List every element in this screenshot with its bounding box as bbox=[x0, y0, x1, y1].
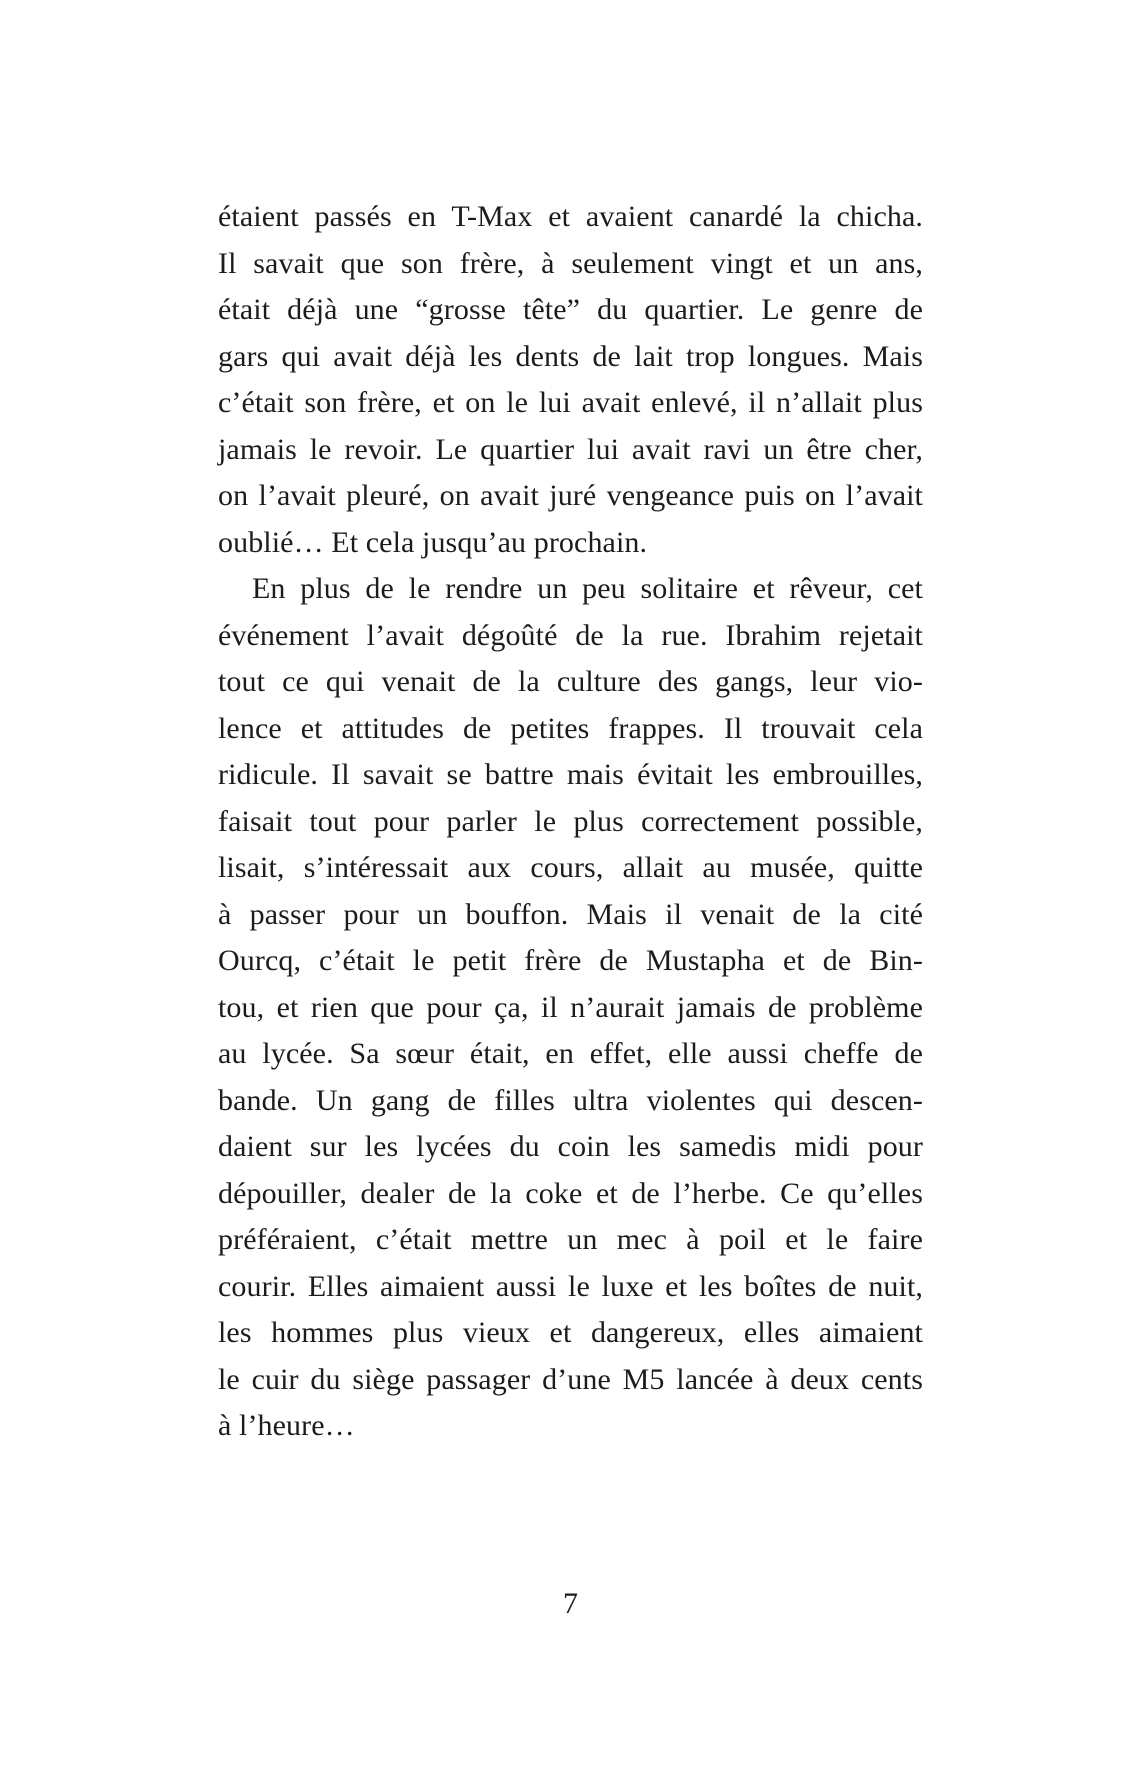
text-line: courir. Elles aimaient aussi le luxe et les boîtes de nuit, bbox=[218, 1269, 923, 1303]
text-line: au lycée. Sa sœur était, en effet, elle aussi cheffe de bbox=[218, 1037, 923, 1070]
text-line: gars qui avait déjà les dents de lait trop longues. Mais bbox=[218, 339, 923, 373]
text-line: à passer pour un bouffon. Mais il venait de la cité bbox=[218, 897, 923, 931]
text-line: événement l’avait dégoûté de la rue. Ibrahim rejetait bbox=[218, 618, 923, 652]
text-line: tou, et rien que pour ça, il n’aurait jamais de problème bbox=[218, 990, 923, 1024]
text-line: lence et attitudes de petites frappes. Il trouvait cela bbox=[218, 711, 923, 745]
text-line: on l’avait pleuré, on avait juré vengeance puis on l’avait bbox=[218, 479, 923, 512]
text-line: était déjà une “grosse tête” du quartier. Le genre de bbox=[218, 293, 923, 326]
text-line: faisait tout pour parler le plus correctement possible, bbox=[218, 804, 923, 838]
text-line: préféraient, c’était mettre un mec à poil et le faire bbox=[218, 1223, 923, 1256]
text-line: à l’heure… bbox=[218, 1409, 355, 1442]
paragraph bbox=[218, 566, 923, 1450]
text-line: Ourcq, c’était le petit frère de Mustapha et de Bin- bbox=[218, 944, 923, 977]
text-line: tout ce qui venait de la culture des gangs, leur vio- bbox=[218, 665, 923, 698]
text-line: le cuir du siège passager d’une M5 lancée à deux cents bbox=[218, 1362, 923, 1396]
text-line: les hommes plus vieux et dangereux, elles aimaient bbox=[218, 1316, 923, 1349]
text-line: oublié… Et cela jusqu’au prochain. bbox=[218, 525, 648, 559]
paragraph bbox=[218, 194, 923, 566]
page-number: 7 bbox=[563, 1587, 578, 1620]
text-line: ridicule. Il savait se battre mais évitait les embrouilles, bbox=[218, 758, 923, 791]
text-line: lisait, s’intéressait aux cours, allait au musée, quitte bbox=[218, 851, 923, 884]
text-line: En plus de le rendre un peu solitaire et rêveur, cet bbox=[252, 572, 923, 605]
text-line: étaient passés en T-Max et avaient canardé la chicha. bbox=[218, 200, 923, 233]
text-line: c’était son frère, et on le lui avait enlevé, il n’allait plus bbox=[218, 386, 923, 419]
text-line: daient sur les lycées du coin les samedis midi pour bbox=[218, 1130, 923, 1163]
text-line: jamais le revoir. Le quartier lui avait ravi un être cher, bbox=[218, 432, 923, 466]
text-line: bande. Un gang de filles ultra violentes qui descen- bbox=[218, 1083, 923, 1117]
text-block bbox=[218, 194, 923, 1450]
text-line: Il savait que son frère, à seulement vingt et un ans, bbox=[218, 246, 923, 280]
text-line: dépouiller, dealer de la coke et de l’herbe. Ce qu’elles bbox=[218, 1176, 923, 1210]
